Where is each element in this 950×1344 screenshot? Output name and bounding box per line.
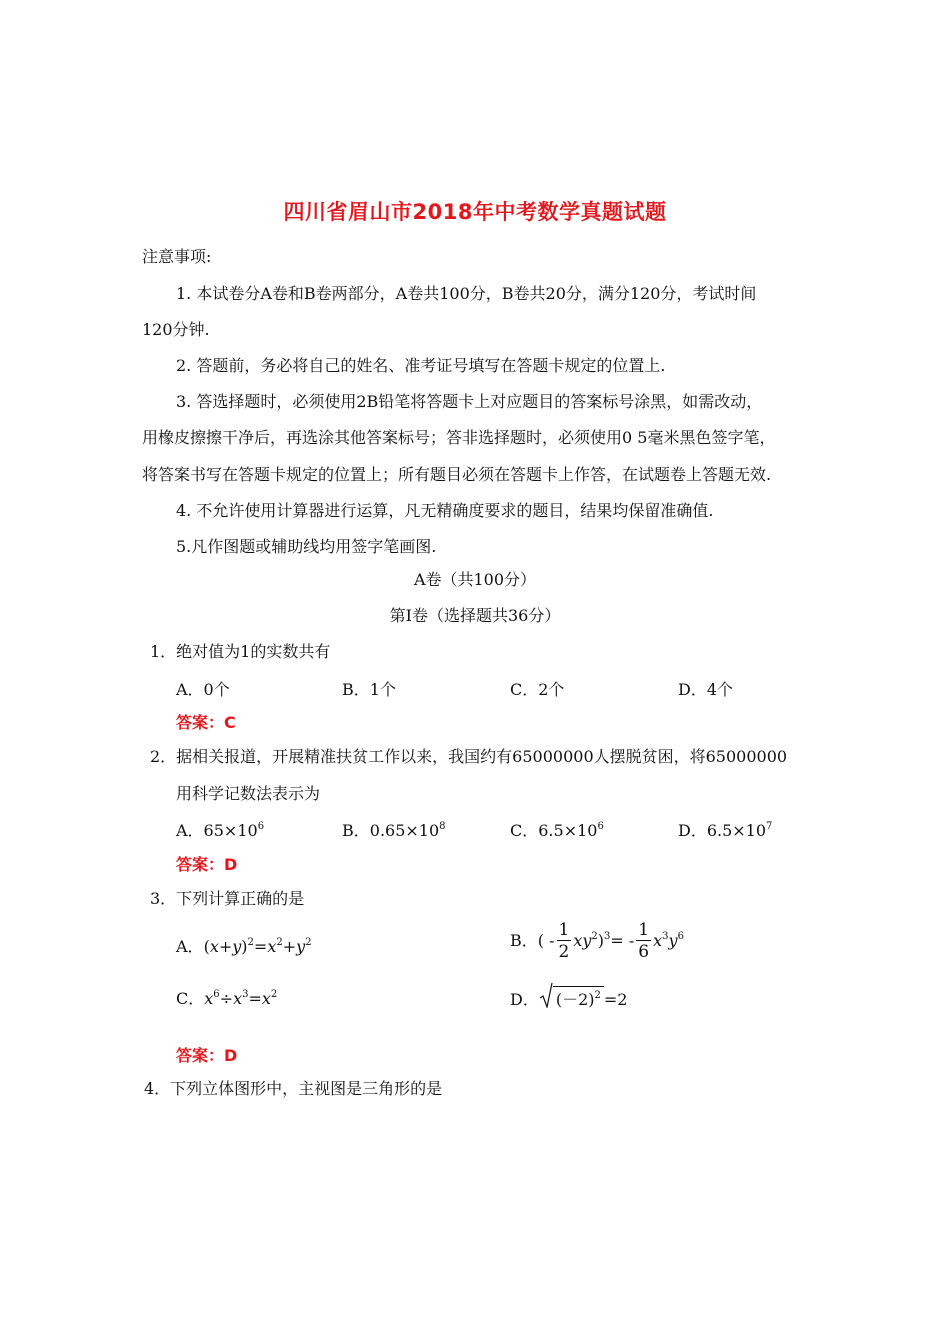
notice-item-3: 3. 答选择题时，必须使用2B铅笔将答题卡上对应题目的答案标号涂黑，如需改动， xyxy=(176,392,763,411)
question-1-option-d: D．4个 xyxy=(678,680,734,699)
formula-b: ( - $\frac{1}{2}$ $xy^2)^3=$ - $\frac{1}{6}$ $x^3y^6$ xyxy=(537,920,684,962)
notice-item-5: 5.凡作图题或辅助线均用签字笔画图. xyxy=(176,537,437,556)
question-2-option-a: A．$65\times 10^6$ xyxy=(176,821,265,840)
question-2-option-c: C．$6.5\times 10^6$ xyxy=(510,821,604,840)
question-1-answer: 答案：C xyxy=(176,713,236,732)
question-3-option-c: C．$x^6\div x^3=x^2$ xyxy=(176,989,278,1008)
page-title: 四川省眉山市2018年中考数学真题试题 xyxy=(283,200,667,224)
question-2-stem-cont: 用科学记数法表示为 xyxy=(176,784,321,803)
question-4-stem: 4．下列立体图形中，主视图是三角形的是 xyxy=(144,1079,443,1098)
notice-item-3-cont-2: 将答案书写在答题卡规定的位置上；所有题目必须在答题卡上作答，在试题卷上答题无效. xyxy=(142,465,772,484)
question-1-option-b: B．1个 xyxy=(342,680,396,699)
question-2-option-b: B．$0.65\times 10^8$ xyxy=(342,821,446,840)
question-2-stem: 2．据相关报道，开展精准扶贫工作以来，我国约有65000000人摆脱贫困，将65000000 xyxy=(150,747,788,766)
notice-item-4: 4. 不允许使用计算器进行运算，凡无精确度要求的题目，结果均保留准确值. xyxy=(176,501,714,520)
notice-item-2: 2. 答题前，务必将自己的姓名、准考证号填写在答题卡规定的位置上. xyxy=(176,356,666,375)
question-3-answer: 答案：D xyxy=(176,1046,238,1065)
question-1-option-c: C．2个 xyxy=(510,680,565,699)
notice-item-1: 1. 本试卷分A卷和B卷两部分，A卷共100分，B卷共20分，满分120分，考试时间 xyxy=(176,284,757,303)
question-3-option-b: B．( - $\frac{1}{2}$ $xy^2)^3=$ - $\frac{1}{6}$ $x^3y^6$ xyxy=(510,920,684,962)
section-a-heading: A卷（共100分） xyxy=(413,570,537,589)
formula-d: $(-2)^2 =2$ xyxy=(539,990,628,1009)
question-2-option-d: D．$6.5\times 10^7$ xyxy=(678,821,773,840)
question-3-stem: 3．下列计算正确的是 xyxy=(150,889,305,908)
question-3-option-a: A．$(x+y)^2=x^2+y^2$ xyxy=(176,937,312,956)
question-2-answer: 答案：D xyxy=(176,855,238,874)
question-3-option-d: D． $(-2)^2 =2$ xyxy=(510,986,627,1010)
notice-item-3-cont-1: 用橡皮擦擦干净后，再选涂其他答案标号；答非选择题时，必须使用0 5毫米黑色签字笔， xyxy=(142,428,776,447)
notice-item-1-cont: 120分钟. xyxy=(142,320,210,339)
formula-c: $x^6\div x^3=x^2$ xyxy=(204,989,278,1008)
formula-a: $(x+y)^2=x^2+y^2$ xyxy=(203,937,312,956)
question-1-option-a: A．0个 xyxy=(176,680,230,699)
notice-heading: 注意事项: xyxy=(142,247,212,266)
question-1-stem: 1．绝对值为1的实数共有 xyxy=(150,642,331,661)
part-one-heading: 第Ⅰ卷（选择题共36分） xyxy=(389,606,561,625)
